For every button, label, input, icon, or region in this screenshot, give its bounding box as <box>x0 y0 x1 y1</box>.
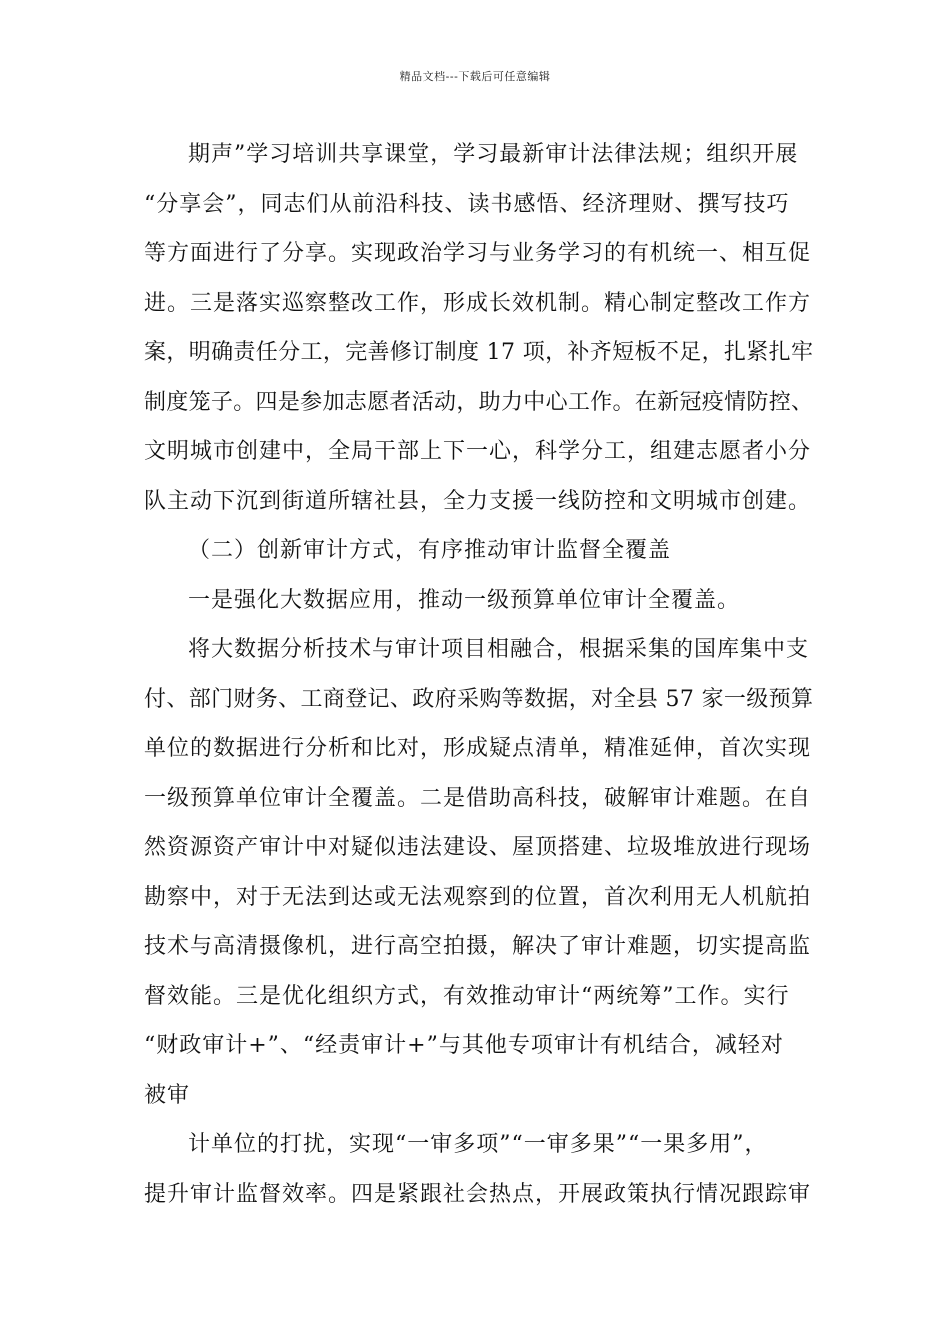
text-line: “分享会”，同志们从前沿科技、读书感悟、经济理财、撰写技巧 <box>144 191 790 217</box>
text-line: 被审 <box>144 1082 191 1108</box>
text-line: 将大数据分析技术与审计项目相融合，根据采集的国库集中支 <box>188 637 810 662</box>
text-line: 付、部门财务、工商登记、政府采购等数据，对全县 57 家一级预算 <box>144 686 814 712</box>
text-line: 制度笼子。四是参加志愿者活动，助力中心工作。在新冠疫情防控、 <box>144 389 814 415</box>
text-line: 勘察中，对于无法到达或无法观察到的位置，首次利用无人机航拍 <box>144 884 812 910</box>
text-line: 一是强化大数据应用，推动一级预算单位审计全覆盖。 <box>188 587 741 613</box>
text-line: 一级预算单位审计全覆盖。二是借助高科技，破解审计难题。在自 <box>144 785 812 811</box>
page-header: 精品文档---下载后可任意编辑 <box>399 70 551 83</box>
text-line: 督效能。三是优化组织方式，有效推动审计“两统筹”工作。实行 <box>144 983 790 1009</box>
text-line: 技术与高清摄像机，进行高空拍摄，解决了审计难题，切实提高监 <box>144 934 812 959</box>
text-line: 然资源资产审计中对疑似违法建设、屋顶搭建、垃圾堆放进行现场 <box>144 835 812 860</box>
text-line: “财政审计+”、“经责审计+”与其他专项审计有机结合，减轻对 <box>144 1033 784 1058</box>
text-line: 等方面进行了分享。实现政治学习与业务学习的有机统一、相互促 <box>144 241 812 266</box>
text-line: 案，明确责任分工，完善修订制度 17 项，补齐短板不足，扎紧扎牢 <box>144 340 814 365</box>
text-line: 文明城市创建中，全局干部上下一心，科学分工，组建志愿者小分 <box>144 439 812 464</box>
text-line: 队主动下沉到街道所辖社县，全力支援一线防控和文明城市创建。 <box>144 488 812 514</box>
document-body <box>144 130 814 1219</box>
text-line: 计单位的打扰，实现“一审多项”“一审多果”“一果多用”， <box>188 1132 768 1157</box>
text-line: 提升审计监督效率。四是紧跟社会热点，开展政策执行情况跟踪审 <box>144 1181 812 1207</box>
text-line: 进。三是落实巡察整改工作，形成长效机制。精心制定整改工作方 <box>144 290 812 316</box>
text-line: （二）创新审计方式，有序推动审计监督全覆盖 <box>188 538 672 563</box>
text-line: 单位的数据进行分析和比对，形成疑点清单，精准延伸，首次实现 <box>144 736 812 761</box>
text-line: 期声”学习培训共享课堂，学习最新审计法律法规；组织开展 <box>188 142 799 167</box>
